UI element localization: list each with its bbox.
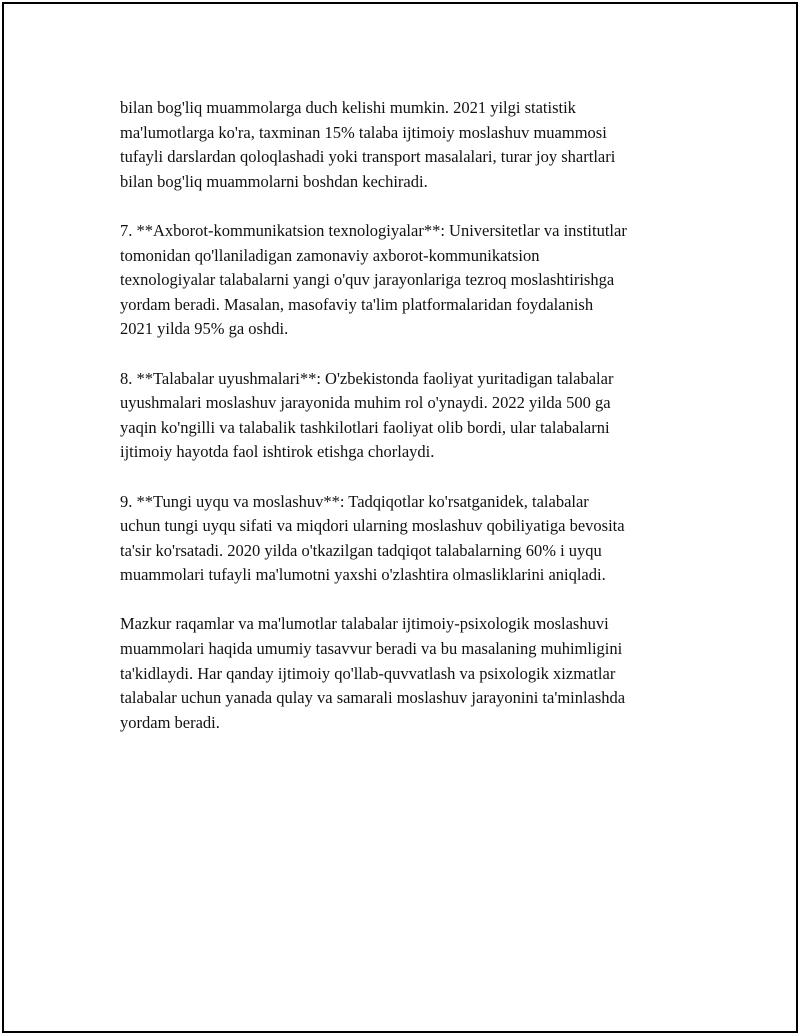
text-line: bilan bog'liq muammolarga duch kelishi mumkin. 2021 yilgi statistik <box>120 98 576 117</box>
text-line: bilan bog'liq muammolarni boshdan kechiradi. <box>120 171 428 191</box>
text-line: Mazkur raqamlar va ma'lumotlar talabalar ijtimoiy-psixologik moslashuvi <box>120 614 609 634</box>
text-line: muammolari haqida umumiy tasavvur beradi va bu masalaning muhimligini <box>120 639 623 659</box>
paragraph-item-9 <box>120 490 710 588</box>
text-line: yordam beradi. <box>120 712 220 732</box>
text-line: ijtimoiy hayotda faol ishtirok etishga chorlaydi. <box>120 442 435 462</box>
text-line: 9. **Tungi uyqu va moslashuv**: Tadqiqotlar ko'rsatganidek, talabalar <box>120 491 589 511</box>
text-line: ma'lumotlarga ko'ra, taxminan 15% talaba ijtimoiy moslashuv muammosi <box>120 122 607 142</box>
paragraph-item-7 <box>120 219 710 342</box>
text-line: uchun tungi uyqu sifati va miqdori ularning moslashuv qobiliyatiga bevosita <box>120 516 625 536</box>
text-line: 7. **Axborot-kommunikatsion texnologiyalar**: Universitetlar va institutlar <box>120 220 627 240</box>
document-body <box>120 96 710 760</box>
text-line: muammolari tufayli ma'lumotni yaxshi o'zlashtira olmasliklarini aniqladi. <box>120 565 606 585</box>
text-line: ta'sir ko'rsatadi. 2020 yilda o'tkazilgan tadqiqot talabalarning 60% i uyqu <box>120 540 602 560</box>
page-frame <box>2 2 798 1033</box>
text-line: yaqin ko'ngilli va talabalik tashkilotlari faoliyat olib bordi, ular talabalarni <box>120 417 610 437</box>
text-line: uyushmalari moslashuv jarayonida muhim rol o'ynaydi. 2022 yilda 500 ga <box>120 393 611 413</box>
text-line: ta'kidlaydi. Har qanday ijtimoiy qo'llab-quvvatlash va psixologik xizmatlar <box>120 663 616 683</box>
paragraph-conclusion <box>120 612 710 735</box>
text-line: yordam beradi. Masalan, masofaviy ta'lim platformalaridan foydalanish <box>120 294 594 314</box>
text-line: talabalar uchun yanada qulay va samarali moslashuv jarayonini ta'minlashda <box>120 688 626 708</box>
paragraph-continuation <box>120 96 710 194</box>
text-line: tufayli darslardan qoloqlashadi yoki transport masalalari, turar joy shartlari <box>120 147 616 167</box>
text-line: tomonidan qo'llaniladigan zamonaviy axborot-kommunikatsion <box>120 245 540 265</box>
paragraph-item-8 <box>120 367 710 465</box>
text-line: 2021 yilda 95% ga oshdi. <box>120 319 289 339</box>
text-line: 8. **Talabalar uyushmalari**: O'zbekistonda faoliyat yuritadigan talabalar <box>120 368 614 388</box>
text-line: texnologiyalar talabalarni yangi o'quv jarayonlariga tezroq moslashtirishga <box>120 270 615 290</box>
